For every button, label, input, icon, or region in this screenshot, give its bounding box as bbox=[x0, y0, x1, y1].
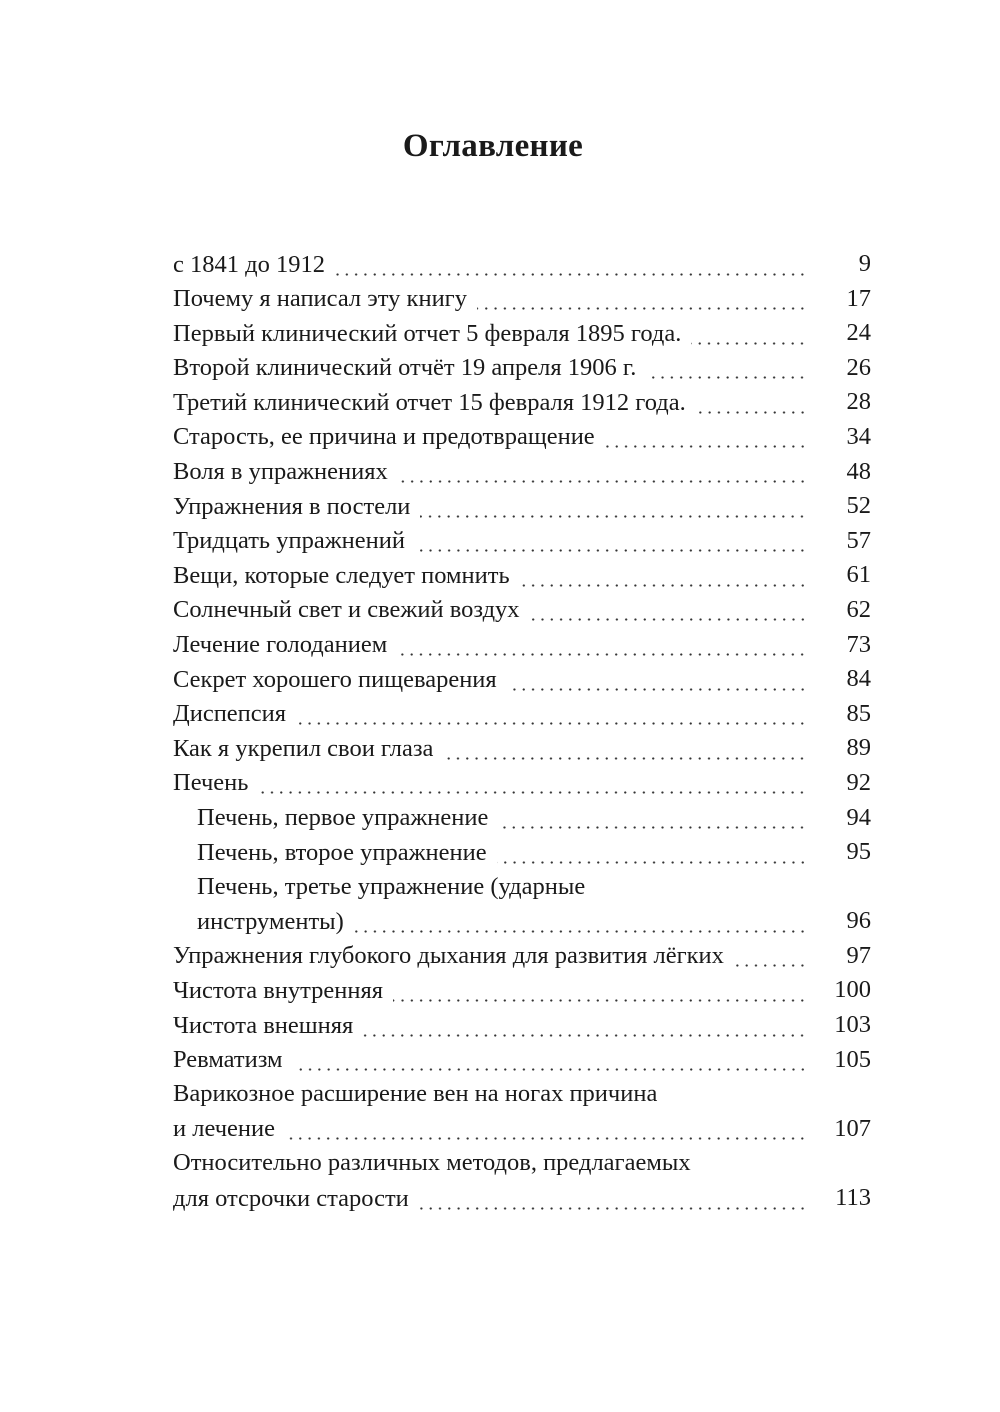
toc-entry bbox=[173, 351, 873, 386]
toc-entry-line bbox=[173, 420, 873, 455]
toc-entry bbox=[173, 1008, 873, 1043]
toc-page-number: 97 bbox=[846, 941, 871, 969]
table-of-contents bbox=[173, 247, 873, 1216]
toc-entry-line bbox=[173, 316, 873, 351]
toc-page-number: 52 bbox=[846, 492, 871, 520]
toc-entry-title: и лечение bbox=[173, 1115, 276, 1143]
toc-entry-title: Вещи, которые следует помнить bbox=[173, 561, 510, 589]
toc-page-number: 103 bbox=[834, 1011, 871, 1039]
dot-leader bbox=[520, 562, 807, 587]
toc-page-number: 73 bbox=[846, 630, 871, 658]
toc-page-number: 17 bbox=[846, 284, 871, 312]
toc-entry-line bbox=[173, 593, 873, 628]
toc-entry-title: Упражнения глубокого дыхания для развития лёгких bbox=[173, 942, 724, 970]
dot-leader bbox=[398, 459, 807, 484]
toc-entry-line bbox=[173, 628, 873, 663]
toc-entry bbox=[173, 939, 873, 974]
dot-leader bbox=[335, 251, 807, 276]
toc-page-number: 105 bbox=[834, 1045, 871, 1073]
toc-entry-line bbox=[173, 351, 873, 386]
dot-leader bbox=[363, 1012, 807, 1037]
toc-entry-line bbox=[197, 870, 873, 905]
toc-page-number: 28 bbox=[846, 388, 871, 416]
toc-entry-line bbox=[173, 489, 873, 524]
dot-leader bbox=[507, 666, 807, 691]
dot-leader bbox=[443, 735, 807, 760]
toc-page-number: 100 bbox=[834, 976, 871, 1004]
toc-page-number: 113 bbox=[835, 1184, 871, 1212]
toc-entry-title: Печень, первое упражнение bbox=[197, 804, 489, 831]
toc-entry bbox=[173, 1077, 873, 1146]
toc-entry-title: Солнечный свет и свежий воздух bbox=[173, 596, 520, 624]
toc-page-number: 89 bbox=[846, 734, 871, 762]
toc-entry-line bbox=[173, 973, 873, 1008]
toc-entry-title: Секрет хорошего пищеварения bbox=[173, 665, 497, 693]
toc-entry-line bbox=[173, 1077, 873, 1112]
toc-page-number: 107 bbox=[834, 1114, 871, 1142]
toc-entry-title: Старость, ее причина и предотвращение bbox=[173, 423, 595, 451]
toc-entry-line bbox=[173, 247, 873, 282]
toc-entry-line bbox=[173, 662, 873, 697]
toc-entry-line bbox=[173, 1008, 873, 1043]
toc-entry bbox=[173, 697, 873, 732]
toc-entry-title: Второй клинический отчёт 19 апреля 1906 г. bbox=[173, 354, 637, 382]
toc-entry-title: Лечение голоданием bbox=[173, 631, 388, 659]
toc-entry bbox=[173, 1146, 873, 1215]
toc-entry bbox=[173, 385, 873, 420]
toc-entry bbox=[173, 662, 873, 697]
toc-entry bbox=[173, 973, 873, 1008]
toc-page-number: 94 bbox=[846, 803, 871, 831]
toc-entry-title: Чистота внутренняя bbox=[173, 976, 384, 1004]
toc-entry-line bbox=[197, 904, 873, 939]
dot-leader bbox=[397, 632, 807, 657]
page-title: Оглавление bbox=[402, 128, 584, 164]
dot-leader bbox=[605, 424, 807, 449]
toc-entry-title: Относительно различных методов, предлагаемых bbox=[173, 1149, 691, 1177]
toc-entry-title: Диспепсия bbox=[173, 700, 287, 728]
toc-page-number: 85 bbox=[846, 699, 871, 727]
toc-entry-line bbox=[173, 731, 873, 766]
toc-entry-line bbox=[173, 1146, 873, 1181]
toc-entry-line bbox=[173, 1112, 873, 1147]
toc-entry bbox=[173, 316, 873, 351]
toc-entry-title: с 1841 до 1912 bbox=[173, 250, 325, 278]
toc-entry bbox=[173, 558, 873, 593]
toc-entry bbox=[173, 870, 873, 939]
toc-page-number: 34 bbox=[846, 422, 871, 450]
toc-entry bbox=[173, 489, 873, 524]
toc-page-number: 26 bbox=[846, 353, 871, 381]
dot-leader bbox=[285, 1116, 807, 1141]
toc-page-number: 24 bbox=[846, 319, 871, 347]
toc-page-number: 62 bbox=[846, 595, 871, 623]
toc-entry-title: для отсрочки старости bbox=[173, 1184, 409, 1212]
dot-leader bbox=[696, 389, 807, 414]
toc-entry bbox=[173, 1043, 873, 1078]
toc-entry-title: Чистота внешняя bbox=[173, 1011, 354, 1039]
dot-leader bbox=[393, 977, 807, 1002]
toc-entry bbox=[173, 455, 873, 490]
toc-entry-line bbox=[173, 939, 873, 974]
toc-entry bbox=[173, 731, 873, 766]
dot-leader bbox=[293, 1047, 807, 1072]
toc-page-number: 48 bbox=[846, 457, 871, 485]
toc-entry-line bbox=[173, 558, 873, 593]
toc-entry-title: Печень bbox=[173, 769, 249, 797]
toc-entry-line bbox=[173, 524, 873, 559]
dot-leader bbox=[497, 839, 807, 864]
toc-entry bbox=[173, 282, 873, 317]
toc-entry-line bbox=[173, 1181, 873, 1216]
dot-leader bbox=[477, 286, 807, 311]
toc-entry bbox=[173, 524, 873, 559]
toc-entry-title: Воля в упражнениях bbox=[173, 458, 388, 486]
dot-leader bbox=[415, 528, 807, 553]
toc-entry bbox=[173, 835, 873, 870]
toc-entry-title: Третий клинический отчет 15 февраля 1912 года. bbox=[173, 388, 686, 416]
toc-entry-title: Первый клинический отчет 5 февраля 1895 года. bbox=[173, 319, 682, 347]
toc-entry bbox=[173, 628, 873, 663]
toc-entry-title: Тридцать упражнений bbox=[173, 527, 405, 555]
dot-leader bbox=[691, 320, 807, 345]
toc-page-number: 9 bbox=[858, 250, 871, 277]
toc-entry-title: инструменты) bbox=[197, 907, 344, 935]
toc-entry bbox=[173, 593, 873, 628]
dot-leader bbox=[646, 355, 807, 380]
toc-entry-title: Почему я написал эту книгу bbox=[173, 285, 467, 313]
toc-entry-line bbox=[197, 801, 873, 836]
dot-leader bbox=[498, 805, 807, 830]
toc-entry-line bbox=[173, 1043, 873, 1078]
toc-entry-line bbox=[197, 835, 873, 870]
dot-leader bbox=[258, 770, 807, 795]
dot-leader bbox=[296, 701, 807, 726]
dot-leader bbox=[420, 493, 807, 518]
toc-entry bbox=[173, 766, 873, 801]
toc-page-number: 95 bbox=[846, 838, 871, 866]
toc-entry-title: Как я укрепил свои глаза bbox=[173, 734, 434, 762]
dot-leader bbox=[419, 1185, 807, 1210]
dot-leader bbox=[734, 943, 807, 968]
dot-leader bbox=[354, 908, 807, 933]
toc-entry-line bbox=[173, 455, 873, 490]
toc-entry bbox=[173, 247, 873, 282]
toc-entry-line bbox=[173, 282, 873, 317]
dot-leader bbox=[530, 597, 807, 622]
toc-entry-title: Ревматизм bbox=[173, 1046, 283, 1074]
toc-entry-title: Печень, третье упражнение (ударные bbox=[197, 872, 586, 900]
toc-entry-line bbox=[173, 766, 873, 801]
toc-page-number: 57 bbox=[846, 526, 871, 554]
toc-entry bbox=[173, 420, 873, 455]
toc-entry-line bbox=[173, 385, 873, 420]
toc-entry-title: Печень, второе упражнение bbox=[197, 838, 487, 866]
toc-entry-line bbox=[173, 697, 873, 732]
toc-page-number: 96 bbox=[846, 907, 871, 935]
toc-entry-title: Упражнения в постели bbox=[173, 492, 411, 520]
toc-entry bbox=[173, 801, 873, 836]
toc-page-number: 61 bbox=[846, 561, 871, 589]
toc-page-number: 92 bbox=[846, 768, 871, 796]
toc-page-number: 84 bbox=[846, 665, 871, 693]
toc-entry-title: Варикозное расширение вен на ногах причина bbox=[173, 1080, 658, 1108]
